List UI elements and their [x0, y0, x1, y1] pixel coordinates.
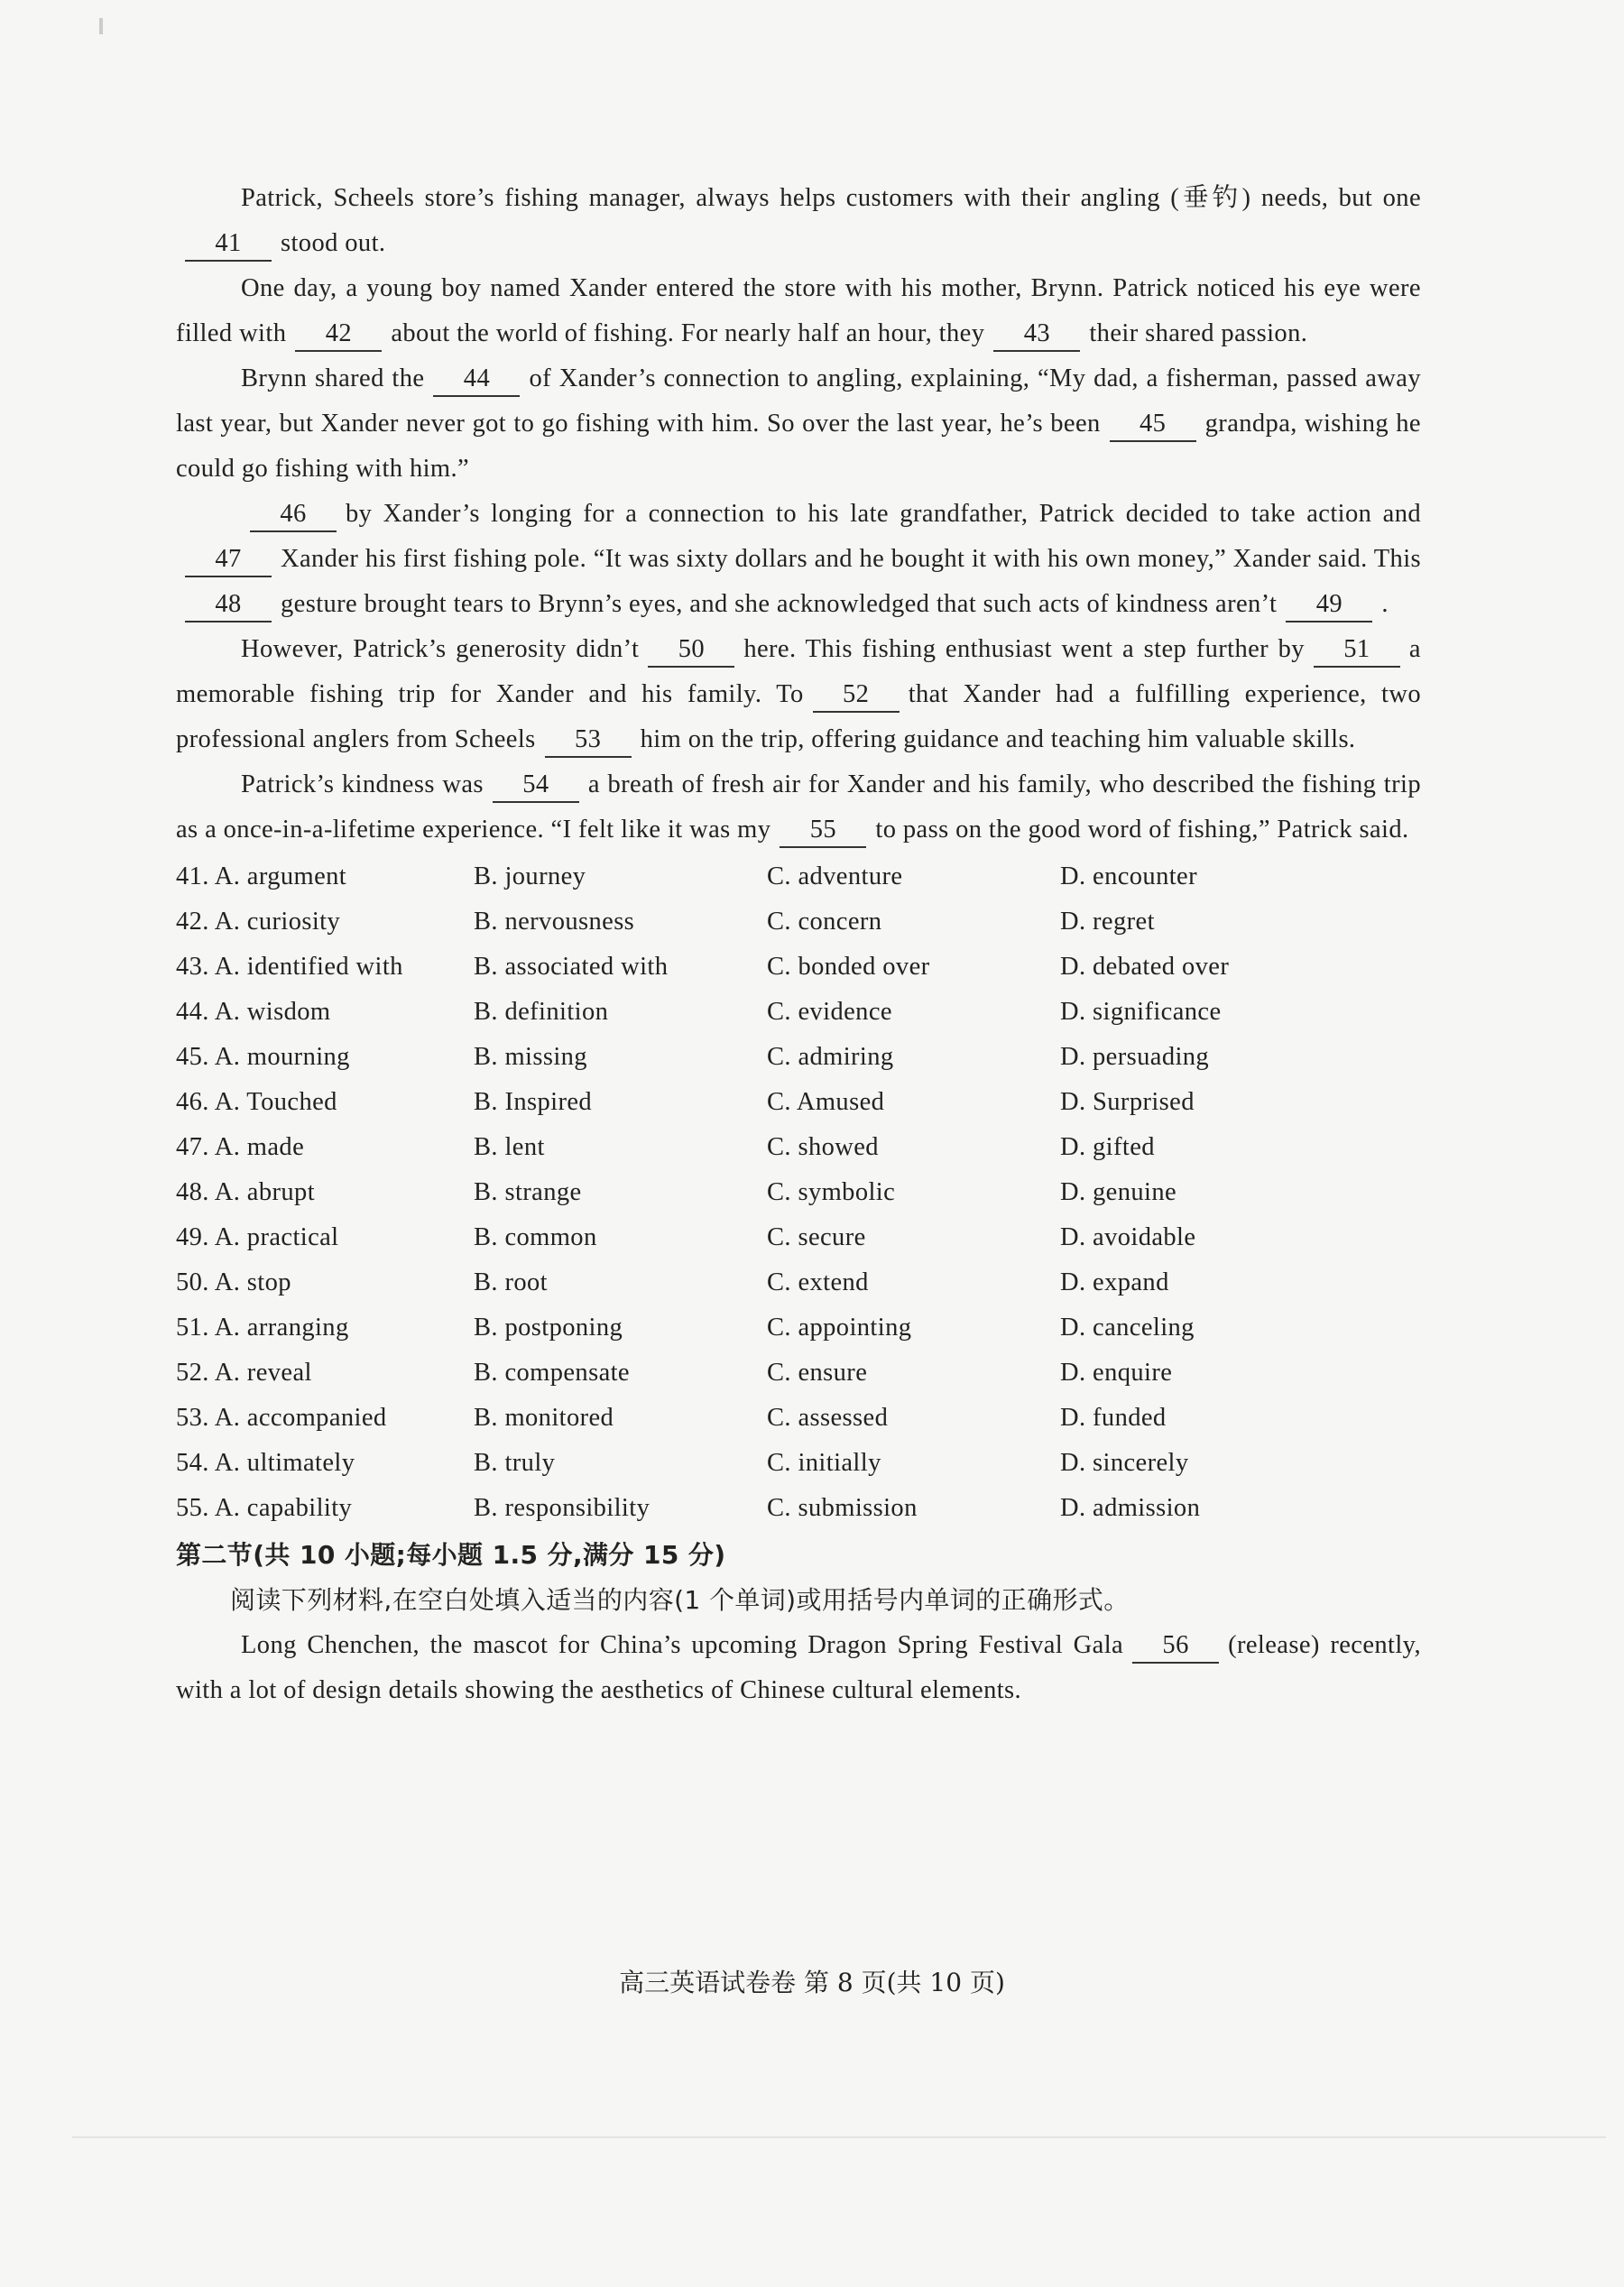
- option-row-44: [176, 990, 1421, 1035]
- blank-56: 56: [1132, 1629, 1219, 1664]
- option-row-48: [176, 1170, 1421, 1215]
- option-d: D. avoidable: [1060, 1223, 1196, 1251]
- text: Patrick, Scheels store’s fishing manager, always helps customers with their angling (垂钓) needs, but one: [241, 184, 1421, 212]
- option-d: D. encounter: [1060, 862, 1197, 890]
- option-b: B. lent: [474, 1133, 545, 1161]
- option-a: 49. A. practical: [176, 1223, 339, 1251]
- option-b: B. monitored: [474, 1404, 614, 1432]
- blank-48: 48: [185, 588, 272, 622]
- text: Brynn shared the: [241, 364, 425, 392]
- answer-options: [176, 854, 1421, 1531]
- option-a: 42. A. curiosity: [176, 908, 341, 936]
- option-a: 54. A. ultimately: [176, 1449, 355, 1477]
- option-d: D. persuading: [1060, 1043, 1210, 1071]
- option-b: B. associated with: [474, 953, 669, 981]
- blank-54: 54: [493, 769, 579, 803]
- option-d: D. sincerely: [1060, 1449, 1189, 1477]
- option-row-51: [176, 1305, 1421, 1351]
- option-c: C. extend: [767, 1268, 869, 1296]
- option-a: 50. A. stop: [176, 1268, 291, 1296]
- text: Xander his first fishing pole. “It was sixty dollars and he bought it with his own money,” Xander said. This: [281, 545, 1421, 573]
- blank-49: 49: [1286, 588, 1372, 622]
- option-row-42: [176, 899, 1421, 945]
- option-row-46: [176, 1080, 1421, 1125]
- option-a: 44. A. wisdom: [176, 998, 331, 1026]
- blank-47: 47: [185, 543, 272, 577]
- text: stood out.: [281, 229, 386, 257]
- text: grandpa, wishing he could go fishing with him.”: [176, 410, 1421, 483]
- text: of Xander’s connection to angling, explaining, “My dad, a fisherman, passed away last year, but Xander never got to go fishing with him. So over the last year, he’s been: [176, 364, 1421, 438]
- option-a: 45. A. mourning: [176, 1043, 350, 1071]
- passage-paragraph-5: [176, 627, 1421, 762]
- text: about the world of fishing. For nearly half an hour, they: [391, 319, 985, 347]
- option-a: 43. A. identified with: [176, 953, 403, 981]
- option-a: 55. A. capability: [176, 1494, 353, 1522]
- option-c: C. submission: [767, 1494, 918, 1522]
- option-d: D. genuine: [1060, 1178, 1177, 1206]
- option-a: 46. A. Touched: [176, 1088, 337, 1116]
- option-a: 52. A. reveal: [176, 1359, 312, 1387]
- text: .: [1381, 590, 1389, 618]
- text: However, Patrick’s generosity didn’t: [241, 635, 640, 663]
- option-c: C. admiring: [767, 1043, 894, 1071]
- option-c: C. ensure: [767, 1359, 868, 1387]
- option-c: C. initially: [767, 1449, 881, 1477]
- passage-paragraph-2: [176, 266, 1421, 356]
- text: their shared passion.: [1089, 319, 1308, 347]
- blank-41: 41: [185, 227, 272, 262]
- option-b: B. Inspired: [474, 1088, 593, 1116]
- blank-44: 44: [433, 363, 520, 397]
- text: by Xander’s longing for a connection to his late grandfather, Patrick decided to take action and: [346, 500, 1421, 528]
- option-b: B. postponing: [474, 1314, 623, 1342]
- text: him on the trip, offering guidance and teaching him valuable skills.: [640, 725, 1356, 753]
- blank-43: 43: [993, 318, 1080, 352]
- option-row-53: [176, 1396, 1421, 1441]
- option-d: D. admission: [1060, 1494, 1201, 1522]
- option-c: C. evidence: [767, 998, 892, 1026]
- text: Patrick’s kindness was: [241, 770, 484, 798]
- option-row-52: [176, 1351, 1421, 1396]
- blank-51: 51: [1314, 633, 1400, 668]
- text: (release) recently, with a lot of design details showing the aesthetics of Chinese cultural elements.: [176, 1631, 1421, 1704]
- option-d: D. canceling: [1060, 1314, 1195, 1342]
- text: to pass on the good word of fishing,” Patrick said.: [875, 816, 1409, 844]
- blank-42: 42: [295, 318, 382, 352]
- blank-46: 46: [250, 498, 337, 532]
- option-row-55: [176, 1486, 1421, 1531]
- option-c: C. symbolic: [767, 1178, 896, 1206]
- blank-55: 55: [780, 814, 866, 848]
- blank-45: 45: [1110, 408, 1196, 442]
- exam-content: [176, 176, 1421, 1713]
- option-row-50: [176, 1260, 1421, 1305]
- passage-paragraph-4: [176, 492, 1421, 627]
- page-footer: 高三英语试卷卷 第 8 页(共 10 页): [619, 1968, 1005, 1997]
- option-row-43: [176, 945, 1421, 990]
- section-2-title: 第二节(共 10 小题;每小题 1.5 分,满分 15 分): [176, 1540, 726, 1570]
- option-b: B. responsibility: [474, 1494, 651, 1522]
- option-a: 48. A. abrupt: [176, 1178, 316, 1206]
- option-c: C. showed: [767, 1133, 879, 1161]
- option-d: D. regret: [1060, 908, 1155, 936]
- passage-paragraph-1: [176, 176, 1421, 266]
- option-a: 47. A. made: [176, 1133, 305, 1161]
- text: here. This fishing enthusiast went a step further by: [743, 635, 1305, 663]
- option-a: 51. A. arranging: [176, 1314, 349, 1342]
- option-d: D. enquire: [1060, 1359, 1173, 1387]
- option-d: D. gifted: [1060, 1133, 1155, 1161]
- text: Long Chenchen, the mascot for China’s upcoming Dragon Spring Festival Gala: [241, 1631, 1124, 1659]
- option-b: B. truly: [474, 1449, 556, 1477]
- scan-mark: [99, 18, 103, 34]
- blank-50: 50: [648, 633, 734, 668]
- option-c: C. secure: [767, 1223, 866, 1251]
- option-b: B. root: [474, 1268, 548, 1296]
- option-d: D. funded: [1060, 1404, 1167, 1432]
- blank-53: 53: [545, 724, 632, 758]
- option-row-41: [176, 854, 1421, 899]
- text: gesture brought tears to Brynn’s eyes, and she acknowledged that such acts of kindness aren’t: [281, 590, 1278, 618]
- option-b: B. definition: [474, 998, 609, 1026]
- text: One day, a young boy named Xander entered the store with his mother, Brynn. Patrick noticed his eye were filled with: [176, 274, 1421, 347]
- option-c: C. adventure: [767, 862, 903, 890]
- option-row-45: [176, 1035, 1421, 1080]
- passage-paragraph-3: [176, 356, 1421, 492]
- scan-edge-line: [72, 2136, 1606, 2138]
- option-b: B. compensate: [474, 1359, 630, 1387]
- option-b: B. journey: [474, 862, 586, 890]
- text: that Xander had a fulfilling experience, two professional anglers from Scheels: [176, 680, 1421, 753]
- section-2-paragraph-1: [176, 1623, 1421, 1713]
- option-c: C. Amused: [767, 1088, 885, 1116]
- option-d: D. debated over: [1060, 953, 1230, 981]
- option-a: 41. A. argument: [176, 862, 347, 890]
- option-c: C. bonded over: [767, 953, 930, 981]
- option-d: D. Surprised: [1060, 1088, 1195, 1116]
- blank-52: 52: [813, 678, 900, 713]
- option-a: 53. A. accompanied: [176, 1404, 387, 1432]
- passage-paragraph-6: [176, 762, 1421, 853]
- option-b: B. strange: [474, 1178, 582, 1206]
- option-c: C. assessed: [767, 1404, 889, 1432]
- option-row-49: [176, 1215, 1421, 1260]
- option-b: B. missing: [474, 1043, 587, 1071]
- section-2-instruction: 阅读下列材料,在空白处填入适当的内容(1 个单词)或用括号内单词的正确形式。: [230, 1585, 1130, 1615]
- option-d: D. expand: [1060, 1268, 1169, 1296]
- text: a memorable fishing trip for Xander and his family. To: [176, 635, 1421, 708]
- option-row-47: [176, 1125, 1421, 1170]
- option-b: B. nervousness: [474, 908, 635, 936]
- option-row-54: [176, 1441, 1421, 1486]
- option-d: D. significance: [1060, 998, 1222, 1026]
- text: a breath of fresh air for Xander and his family, who described the fishing trip as a once-in-a-lifetime experience. “I felt like it was my: [176, 770, 1421, 844]
- option-c: C. concern: [767, 908, 882, 936]
- option-c: C. appointing: [767, 1314, 912, 1342]
- option-b: B. common: [474, 1223, 597, 1251]
